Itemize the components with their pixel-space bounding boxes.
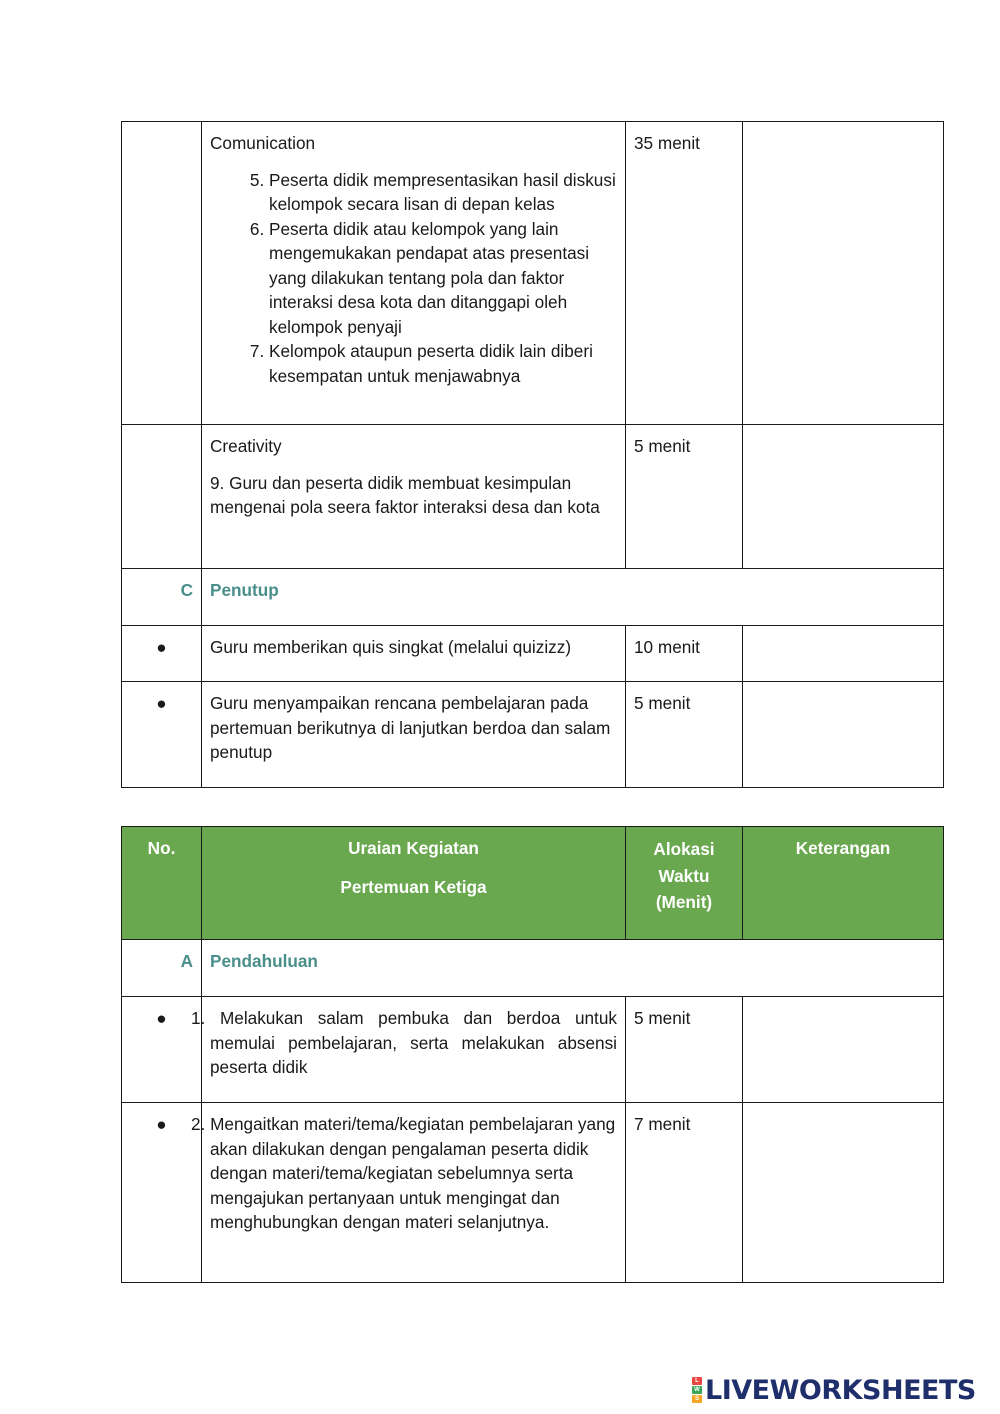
table-row (122, 626, 944, 682)
liveworksheets-icon (692, 1377, 702, 1403)
number-cell (122, 425, 202, 569)
header-alokasi-line: (Menit) (655, 892, 713, 912)
section-title: Penutup (202, 569, 944, 626)
logo-block: L (692, 1377, 702, 1385)
logo-block: S (692, 1395, 702, 1403)
notes-cell (743, 626, 944, 682)
header-uraian-title: Uraian Kegiatan (348, 838, 479, 858)
liveworksheets-logo (692, 1374, 976, 1406)
time-cell: 5 menit (626, 425, 743, 569)
activity-table-meeting-3 (121, 826, 944, 1283)
time-cell: 5 menit (626, 682, 743, 788)
header-keterangan: Keterangan (743, 827, 944, 940)
header-alokasi (626, 827, 743, 940)
notes-cell (743, 1103, 944, 1283)
activity-cell: 2. Mengaitkan materi/tema/kegiatan pembelajaran yang akan dilakukan dengan pengalaman peserta didik dengan materi/tema/kegiatan sebelumnya serta mengajukan pertanyaan untuk mengingat dan menghubungkan dengan materi selanjutnya. (202, 1103, 626, 1283)
logo-block: W (692, 1386, 702, 1394)
time-cell: 7 menit (626, 1103, 743, 1283)
notes-cell (743, 425, 944, 569)
list-item: 5. Peserta didik mempresentasikan hasil diskusi kelompok secara lisan di depan kelas (269, 168, 617, 217)
header-pertemuan: Pertemuan Ketiga (340, 876, 487, 897)
activity-cell (202, 425, 626, 569)
header-alokasi-line: Waktu (658, 865, 710, 886)
section-label: C (122, 569, 202, 626)
header-row (122, 827, 944, 940)
activity-title: Comunication (210, 133, 316, 153)
bullet: ● (122, 1103, 202, 1283)
header-uraian (202, 827, 626, 940)
list-item: 7. Kelompok ataupun peserta didik lain diberi kesempatan untuk menjawabnya (269, 339, 617, 388)
bullet: ● (122, 626, 202, 682)
section-row (122, 940, 944, 997)
list-item: 6. Peserta didik atau kelompok yang lain mengemukakan pendapat atas presentasi yang dilakukan tentang pola dan faktor interaksi desa kota dan ditanggapi oleh kelompok penyaji (269, 217, 617, 340)
table-row (122, 425, 944, 569)
notes-cell (743, 997, 944, 1103)
activity-table-continued (121, 121, 944, 788)
time-cell: 35 menit (626, 122, 743, 425)
notes-cell (743, 122, 944, 425)
activity-text: 9. Guru dan peserta didik membuat kesimpulan mengenai pola seera faktor interaksi desa dan kota (210, 472, 600, 517)
activity-cell: Guru menyampaikan rencana pembelajaran pada pertemuan berikutnya di lanjutkan berdoa dan salam penutup (202, 682, 626, 788)
time-cell: 10 menit (626, 626, 743, 682)
table-row (122, 122, 944, 425)
activity-cell: Guru memberikan quis singkat (melalui quizizz) (202, 626, 626, 682)
table-row (122, 1103, 944, 1283)
time-cell: 5 menit (626, 997, 743, 1103)
activity-steps (210, 168, 617, 389)
section-title: Pendahuluan (202, 940, 944, 997)
liveworksheets-wordmark: LIVEWORKSHEETS (705, 1374, 976, 1406)
table-row (122, 682, 944, 788)
header-alokasi-line: Alokasi (653, 839, 715, 859)
section-label: A (122, 940, 202, 997)
table-row (122, 997, 944, 1103)
bullet: ● (122, 682, 202, 788)
activity-cell: 1. Melakukan salam pembuka dan berdoa untuk memulai pembelajaran, serta melakukan absensi peserta didik (202, 997, 626, 1103)
section-row (122, 569, 944, 626)
activity-title: Creativity (210, 436, 282, 456)
notes-cell (743, 682, 944, 788)
activity-cell (202, 122, 626, 425)
number-cell (122, 122, 202, 425)
bullet: ● (122, 997, 202, 1103)
header-no: No. (122, 827, 202, 940)
